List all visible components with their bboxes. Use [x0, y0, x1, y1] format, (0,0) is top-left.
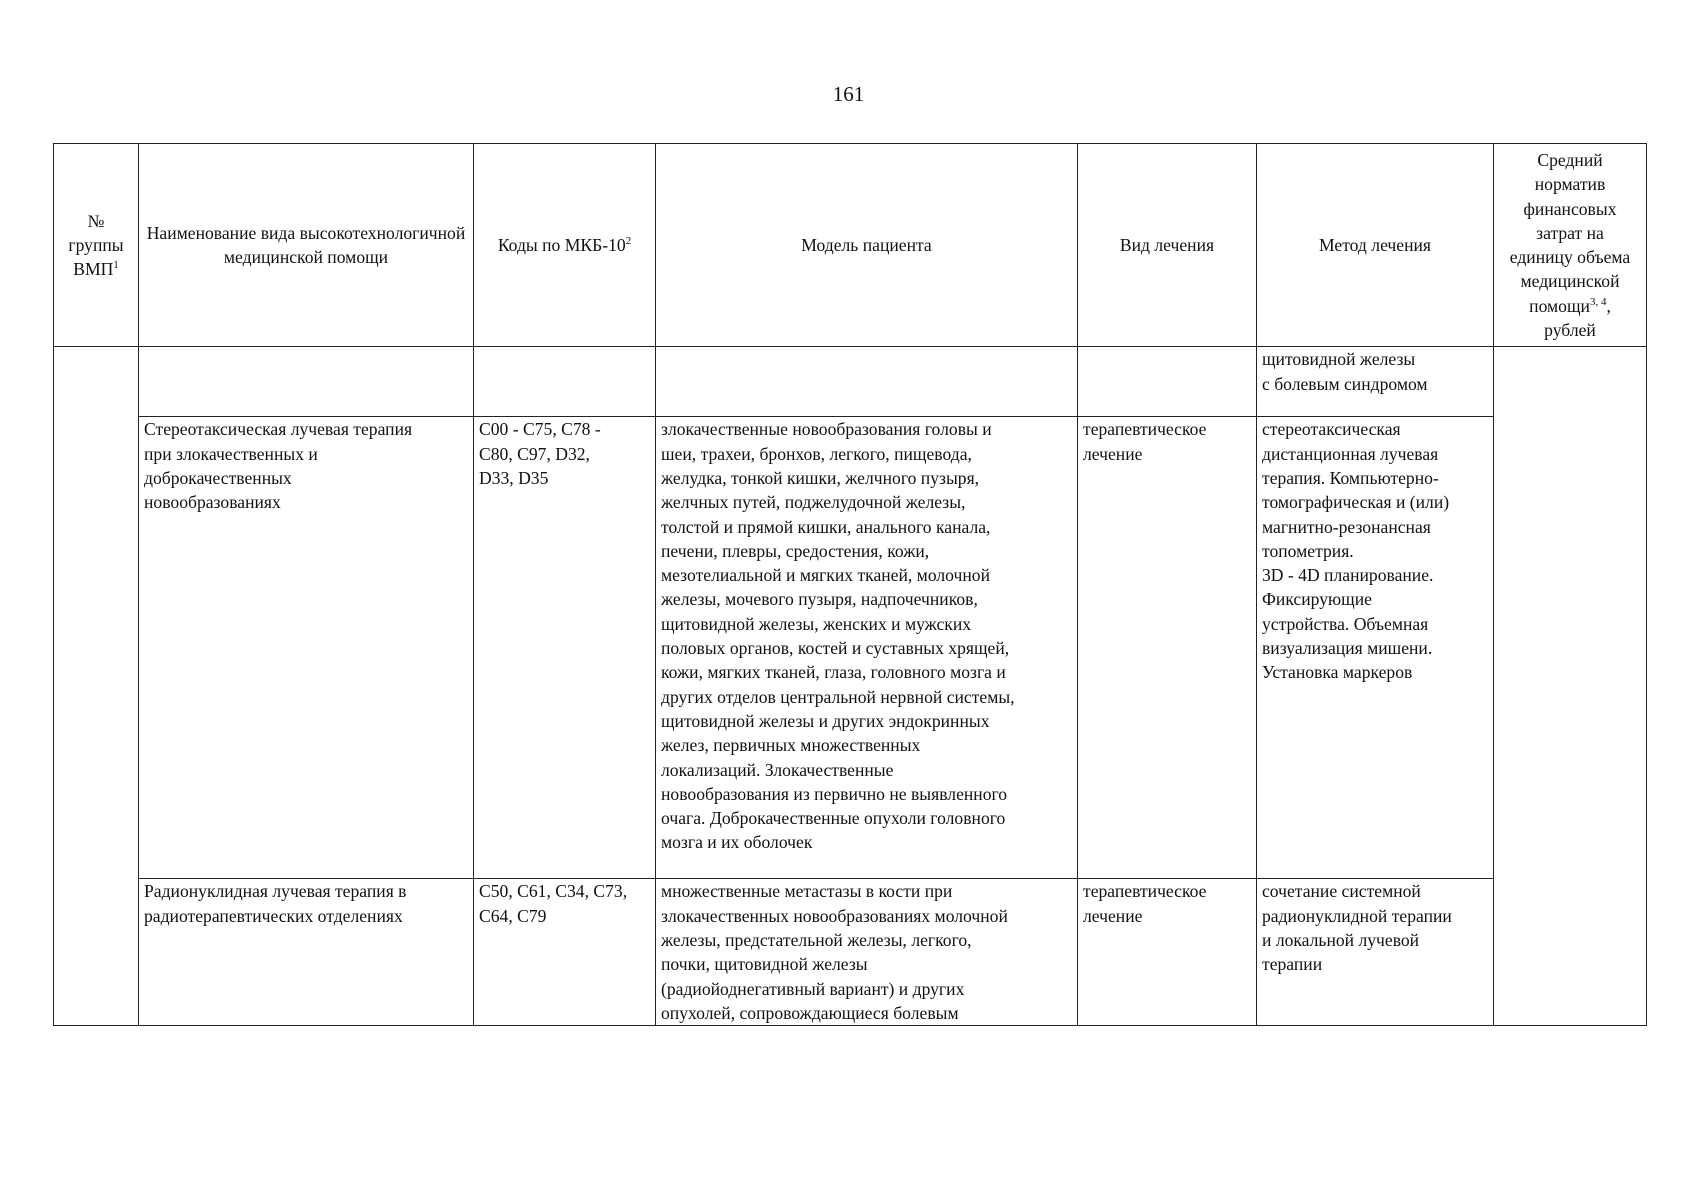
patient-model-cell: злокачественные новообразования головы и шеи, трахеи, бронхов, легкого, пищевода, желудка, тонкой кишки, желчного пузыря, желчных путей, поджелудочной железы, толстой и прямой кишки, анального канала, печени, плевры, средостения, кожи, мезотелиальной и мягких тканей, молочной железы, мочевого пузыря, надпочечников, щитовидной железы, женских и мужских половых органов, костей и суставных хрящей, кожи, мягких тканей, глаза, головного мозга и других отделов центральной нервной системы, щитовидной железы и других эндокринных желез, первичных множественных локализаций. Злокачественные новообразования из первично не выявленного очага. Доброкачественные опухоли головного мозга и их оболочек [656, 417, 1078, 879]
icd-codes-cell [474, 347, 656, 417]
icd-codes-cell: C00 - C75, C78 - C80, C97, D32, D33, D35 [474, 417, 656, 879]
treatment-type-cell: терапевтическое лечение [1078, 879, 1257, 1026]
average-cost-cell [1494, 347, 1647, 1026]
header-icd-codes: Коды по МКБ-$10^2$ [474, 144, 656, 347]
vmp-table [53, 143, 1647, 1026]
header-row [54, 144, 1647, 347]
header-care-type-name: Наименование вида высокотехнологичной медицинской помощи [139, 144, 474, 347]
care-type-name-cell: Радионуклидная лучевая терапия в радиотерапевтических отделениях [139, 879, 474, 1026]
header-treatment-method: Метод лечения [1257, 144, 1494, 347]
treatment-method-cell: щитовидной железы с болевым синдромом [1257, 347, 1494, 417]
patient-model-cell [656, 347, 1078, 417]
header-group-number: № группы ВМП$^1$ [54, 144, 139, 347]
icd-codes-cell: C50, C61, C34, C73, C64, C79 [474, 879, 656, 1026]
header-treatment-type: Вид лечения [1078, 144, 1257, 347]
care-type-name-cell [139, 347, 474, 417]
treatment-method-cell: стереотаксическая дистанционная лучевая терапия. Компьютерно- томографическая и (или) магнитно-резонансная топометрия. 3D - 4D планирование. Фиксирующие устройства. Объемная визуализация мишени. Установка маркеров [1257, 417, 1494, 879]
table-row [54, 417, 1647, 879]
header-patient-model: Модель пациента [656, 144, 1078, 347]
group-number-cell [54, 347, 139, 1026]
treatment-method-cell: сочетание системной радионуклидной терапии и локальной лучевой терапии [1257, 879, 1494, 1026]
care-type-name-cell: Стереотаксическая лучевая терапия при злокачественных и доброкачественных новообразованиях [139, 417, 474, 879]
table-row [54, 347, 1647, 417]
table-row [54, 879, 1647, 1026]
treatment-type-cell: терапевтическое лечение [1078, 417, 1257, 879]
page-number: 161 [832, 82, 865, 106]
header-average-cost: Средний норматив финансовых затрат на единицу объема медицинской помощи$^{3, 4}$, рублей [1494, 144, 1647, 347]
patient-model-cell: множественные метастазы в кости при злокачественных новообразованиях молочной железы, предстательной железы, легкого, почки, щитовидной железы (радиойоднегативный вариант) и других опухолей, сопровождающиеся болевым [656, 879, 1078, 1026]
treatment-type-cell [1078, 347, 1257, 417]
